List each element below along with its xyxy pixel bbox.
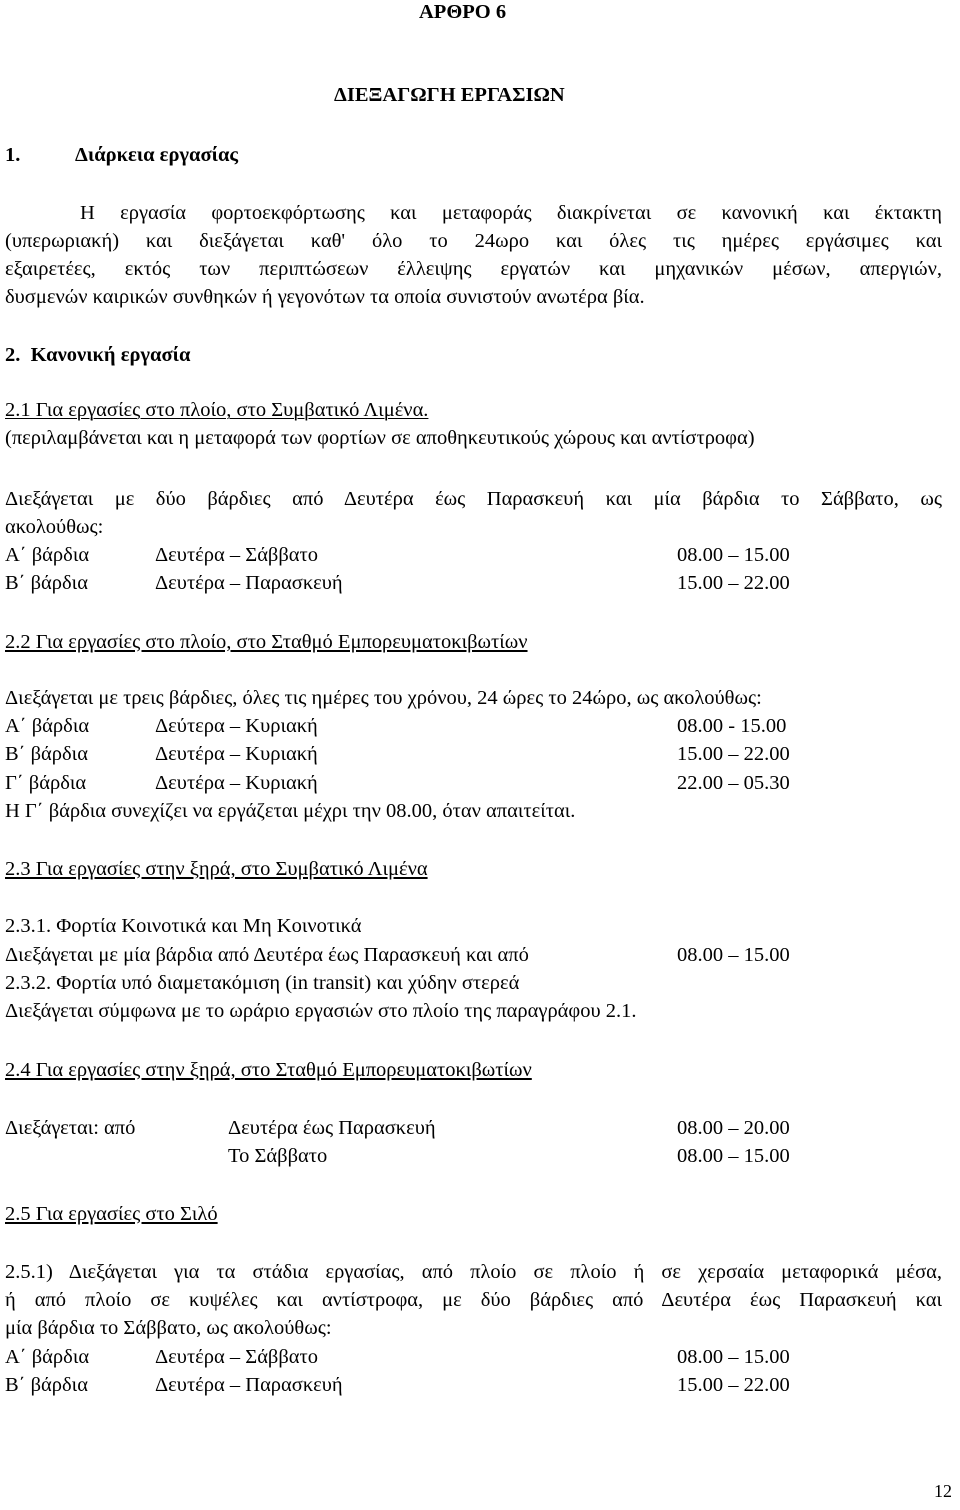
section-2-2-intro: Διεξάγεται με τρεις βάρδιες, όλες τις ημέρες του χρόνου, 24 ώρες το 24ώρο, ως ακολούθως: (5, 687, 762, 709)
shift-a-hours: 08.00 – 15.00 (677, 1346, 790, 1368)
section-2-4-row-2-days: Το Σάββατο (228, 1145, 328, 1167)
section-1-heading: Διάρκεια εργασίας (75, 144, 239, 166)
shift-b-days: Δευτέρα – Κυριακή (155, 743, 318, 765)
shift-b-days: Δευτέρα – Παρασκευή (155, 1374, 343, 1396)
section-1-number: 1. (5, 144, 21, 166)
section-2-3-1-heading: 2.3.1. Φορτία Κοινοτικά και Μη Κοινοτικά (5, 915, 362, 937)
section-2-5-line-3: μία βάρδια το Σάββατο, ως ακολούθως: (5, 1317, 332, 1339)
shift-a-days: Δευτέρα – Σάββατο (155, 544, 319, 566)
section-2-3-heading: 2.3 Για εργασίες στην ξηρά, στο Συμβατικό Λιμένα (5, 858, 428, 880)
section-1-line-4: δυσμενών καιρικών συνθηκών ή γεγονότων τα οποία συνιστούν ανωτέρα βία. (5, 286, 645, 308)
section-2-4-heading: 2.4 Για εργασίες στην ξηρά, στο Σταθμό Εμπορευματοκιβωτίων (5, 1059, 532, 1081)
shift-a-hours: 08.00 – 15.00 (677, 544, 790, 566)
shift-a-hours: 08.00 - 15.00 (677, 715, 787, 737)
section-2-2-heading: 2.2 Για εργασίες στο πλοίο, στο Σταθμό Εμπορευματοκιβωτίων (5, 631, 528, 653)
section-2-4-row-1-days: Δευτέρα έως Παρασκευή (228, 1117, 436, 1139)
section-2-3-1-text: Διεξάγεται με μία βάρδια από Δευτέρα έως Παρασκευή και από (5, 944, 529, 966)
shift-a-days: Δευτέρα – Σάββατο (155, 1346, 319, 1368)
shift-b-hours: 15.00 – 22.00 (677, 743, 790, 765)
article-title: ΑΡΘΡΟ 6 (419, 1, 507, 23)
shift-c-hours: 22.00 – 05.30 (677, 772, 790, 794)
section-2-1-heading (5, 398, 428, 422)
section-2-4-label: Διεξάγεται: από (5, 1117, 136, 1139)
shift-b-hours: 15.00 – 22.00 (677, 1374, 790, 1396)
section-2-1-intro-2: ακολούθως: (5, 516, 104, 538)
section-2-2-note: Η Γ΄ βάρδια συνεχίζει να εργάζεται μέχρι την 08.00, όταν απαιτείται. (5, 800, 576, 822)
section-1-line-2: (υπερωριακή) και διεξάγεται καθ' όλο το 24ωρο και όλες τις ημέρες εργάσιμες και (5, 230, 942, 252)
shift-c-label: Γ΄ βάρδια (5, 772, 87, 794)
shift-b-label: Β΄ βάρδια (5, 572, 88, 594)
page-number: 12 (934, 1481, 952, 1501)
shift-a-days: Δεύτερα – Κυριακή (155, 715, 318, 737)
shift-a-label: Α΄ βάρδια (5, 715, 90, 737)
section-2-4-row-1-hours: 08.00 – 20.00 (677, 1117, 790, 1139)
section-2-heading: 2. Κανονική εργασία (5, 344, 191, 366)
shift-a-label: Α΄ βάρδια (5, 544, 90, 566)
section-2-3-1-hours: 08.00 – 15.00 (677, 944, 790, 966)
shift-a-label: Α΄ βάρδια (5, 1346, 90, 1368)
section-1-line-3: εξαιρετέες, εκτός των περιπτώσεων έλλειψης εργατών και μηχανικών μέσων, απεργιών, (5, 258, 942, 280)
section-2-4-row-2-hours: 08.00 – 15.00 (677, 1145, 790, 1167)
shift-b-days: Δευτέρα – Παρασκευή (155, 572, 343, 594)
section-2-3-2-text: Διεξάγεται σύμφωνα με το ωράριο εργασιών στο πλοίο της παραγράφου 2.1. (5, 1000, 637, 1022)
article-subtitle: ΔΙΕΞΑΓΩΓΗ ΕΡΓΑΣΙΩΝ (334, 84, 565, 106)
section-2-5-line-2: ή από πλοίο σε κυψέλες και αντίστροφα, με δύο βάρδιες από Δευτέρα έως Παρασκευή και (5, 1289, 942, 1311)
section-2-1-intro-1: Διεξάγεται με δύο βάρδιες από Δευτέρα έως Παρασκευή και μία βάρδια το Σάββατο, ως (5, 488, 942, 510)
section-2-1-note: (περιλαμβάνεται και η μεταφορά των φορτίων σε αποθηκευτικούς χώρους και αντίστροφα) (5, 427, 755, 449)
section-2-1-heading-text: 2.1 Για εργασίες στο πλοίο, στο Συμβατικό Λιμένα. (5, 399, 429, 421)
section-1-line-1: Η εργασία φορτοεκφόρτωσης και μεταφοράς διακρίνεται σε κανονική και έκτακτη (80, 202, 942, 224)
shift-c-days: Δευτέρα – Κυριακή (155, 772, 318, 794)
shift-b-label: Β΄ βάρδια (5, 743, 88, 765)
section-2-5-line-1: 2.5.1) Διεξάγεται για τα στάδια εργασίας, από πλοίο σε πλοίο ή σε χερσαία μεταφορικά μέσα, (5, 1261, 942, 1283)
section-2-3-2-heading: 2.3.2. Φορτία υπό διαμετακόμιση (in transit) και χύδην στερεά (5, 972, 520, 994)
section-2-5-heading: 2.5 Για εργασίες στο Σιλό (5, 1203, 218, 1225)
shift-b-label: Β΄ βάρδια (5, 1374, 88, 1396)
shift-b-hours: 15.00 – 22.00 (677, 572, 790, 594)
